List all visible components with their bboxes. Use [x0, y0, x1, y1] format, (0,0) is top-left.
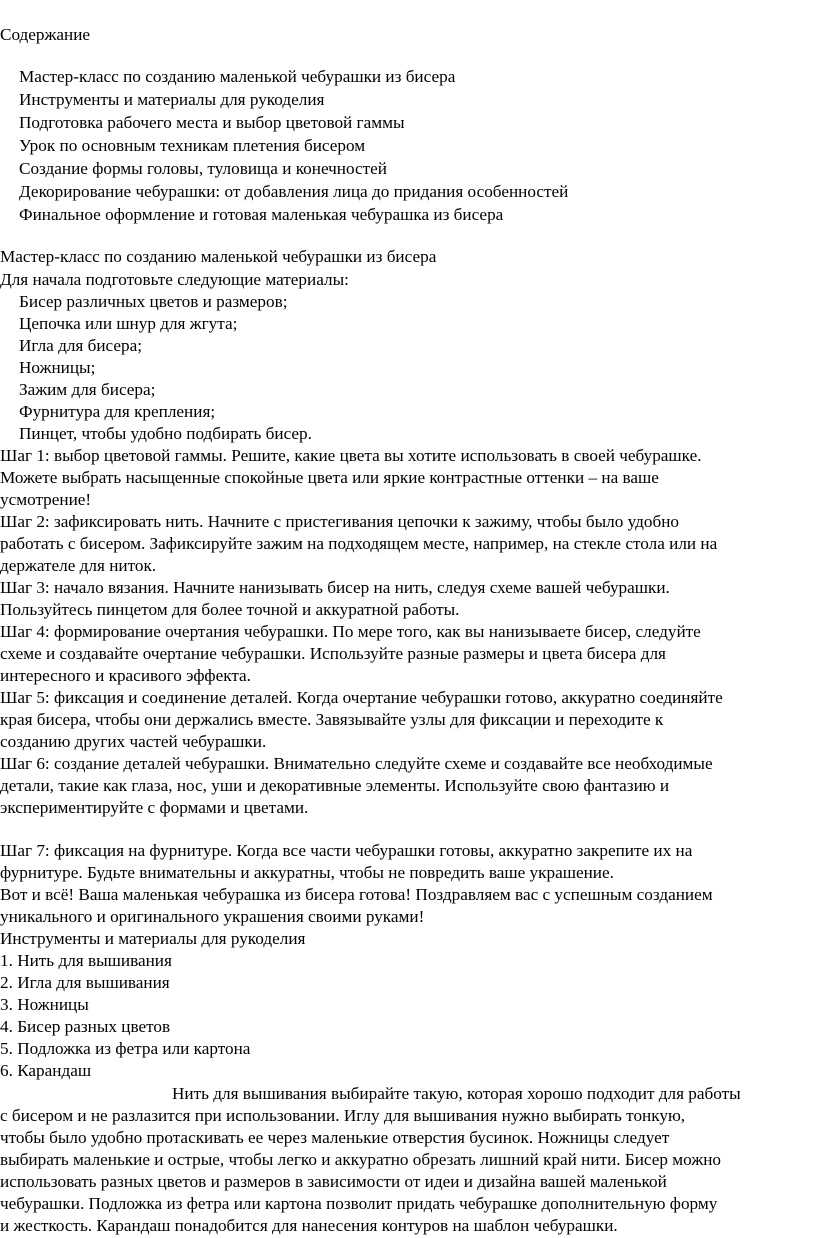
toc-item: Создание формы головы, туловища и конечностей: [19, 159, 387, 178]
paragraph-line: использовать разных цветов и размеров в зависимости от идеи и дизайна вашей маленькой: [0, 1172, 667, 1191]
conclusion-line: уникального и оригинального украшения своими руками!: [0, 907, 425, 926]
material-item: Цепочка или шнур для жгута;: [19, 314, 238, 333]
step-line: работать с бисером. Зафиксируйте зажим на подходящем месте, например, на стекле стола или на: [0, 534, 718, 553]
toc-title: Содержание: [0, 25, 91, 44]
section-heading: Инструменты и материалы для рукоделия: [0, 929, 306, 948]
step-line: края бисера, чтобы они держались вместе. Завязывайте узлы для фиксации и переходите к: [0, 710, 664, 729]
material-item: Ножницы;: [19, 358, 96, 377]
step-line: созданию других частей чебурашки.: [0, 732, 267, 751]
paragraph-line: Нить для вышивания выбирайте такую, которая хорошо подходит для работы: [172, 1084, 741, 1103]
tool-list-item: 3. Ножницы: [0, 995, 89, 1014]
section-heading: Мастер-класс по созданию маленькой чебурашки из бисера: [0, 247, 437, 266]
materials-intro: Для начала подготовьте следующие материалы:: [0, 270, 349, 289]
material-item: Фурнитура для крепления;: [19, 402, 216, 421]
step-line: Шаг 7: фиксация на фурнитуре. Когда все части чебурашки готовы, аккуратно закрепите их на: [0, 841, 693, 860]
step-line: детали, такие как глаза, нос, уши и декоративные элементы. Используйте свою фантазию и: [0, 776, 670, 795]
paragraph-line: чтобы было удобно протаскивать ее через маленькие отверстия бусинок. Ножницы следует: [0, 1128, 670, 1147]
toc-item: Урок по основным техникам плетения бисером: [19, 136, 366, 155]
toc-item: Декорирование чебурашки: от добавления лица до придания особенностей: [19, 182, 569, 201]
step-line: Можете выбрать насыщенные спокойные цвета или яркие контрастные оттенки – на ваше: [0, 468, 659, 487]
step-line: Шаг 1: выбор цветовой гаммы. Решите, какие цвета вы хотите использовать в своей чебурашке.: [0, 446, 702, 465]
paragraph-line: с бисером и не разлазится при использовании. Иглу для вышивания нужно выбирать тонкую,: [0, 1106, 686, 1125]
material-item: Зажим для бисера;: [19, 380, 156, 399]
paragraph-line: выбирать маленькие и острые, чтобы легко и аккуратно обрезать лишний край нити. Бисер можно: [0, 1150, 721, 1169]
tool-list-item: 2. Игла для вышивания: [0, 973, 170, 992]
toc-item: Финальное оформление и готовая маленькая чебурашка из бисера: [19, 205, 504, 224]
step-line: Пользуйтесь пинцетом для более точной и аккуратной работы.: [0, 600, 460, 619]
material-item: Игла для бисера;: [19, 336, 143, 355]
step-line: Шаг 4: формирование очертания чебурашки. По мере того, как вы нанизываете бисер, следуйте: [0, 622, 701, 641]
material-item: Бисер различных цветов и размеров;: [19, 292, 288, 311]
step-line: схеме и создавайте очертание чебурашки. Используйте разные размеры и цвета бисера для: [0, 644, 666, 663]
conclusion-line: Вот и всё! Ваша маленькая чебурашка из бисера готова! Поздравляем вас с успешным созданием: [0, 885, 713, 904]
step-line: экспериментируйте с формами и цветами.: [0, 798, 309, 817]
step-line: усмотрение!: [0, 490, 92, 509]
material-item: Пинцет, чтобы удобно подбирать бисер.: [19, 424, 312, 443]
tool-list-item: 4. Бисер разных цветов: [0, 1017, 171, 1036]
step-line: интересного и красивого эффекта.: [0, 666, 251, 685]
toc-item: Подготовка рабочего места и выбор цветовой гаммы: [19, 113, 405, 132]
paragraph-line: и жесткость. Карандаш понадобится для нанесения контуров на шаблон чебурашки.: [0, 1216, 618, 1235]
toc-item: Мастер-класс по созданию маленькой чебурашки из бисера: [19, 67, 456, 86]
tool-list-item: 5. Подложка из фетра или картона: [0, 1039, 251, 1058]
step-line: Шаг 6: создание деталей чебурашки. Внимательно следуйте схеме и создавайте все необходимые: [0, 754, 713, 773]
step-line: фурнитуре. Будьте внимательны и аккуратны, чтобы не повредить ваше украшение.: [0, 863, 614, 882]
step-line: держателе для ниток.: [0, 556, 157, 575]
step-line: Шаг 5: фиксация и соединение деталей. Когда очертание чебурашки готово, аккуратно соединяйте: [0, 688, 723, 707]
tool-list-item: 6. Карандаш: [0, 1061, 92, 1080]
tool-list-item: 1. Нить для вышивания: [0, 951, 172, 970]
step-line: Шаг 2: зафиксировать нить. Начните с пристегивания цепочки к зажиму, чтобы было удобно: [0, 512, 680, 531]
toc-item: Инструменты и материалы для рукоделия: [19, 90, 325, 109]
paragraph-line: чебурашки. Подложка из фетра или картона позволит придать чебурашке дополнительную форму: [0, 1194, 718, 1213]
step-line: Шаг 3: начало вязания. Начните нанизывать бисер на нить, следуя схеме вашей чебурашки.: [0, 578, 670, 597]
